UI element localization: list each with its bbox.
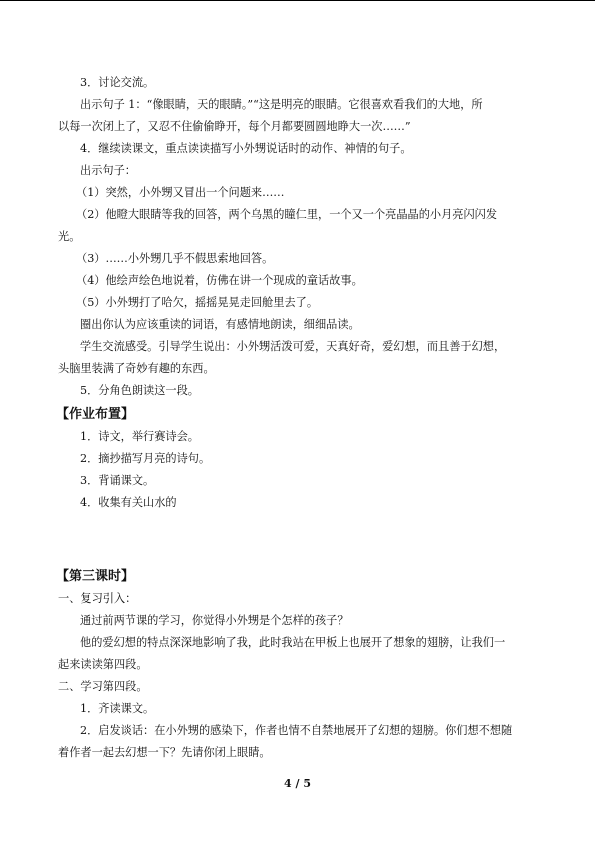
sentence-item: （2）他瞪大眼睛等我的回答，两个乌黑的瞳仁里，一个又一个亮晶晶的小月亮闪闪发 bbox=[76, 208, 498, 221]
text-line: 以每一次闭上了，又忍不住偷偷睁开，每个月都要圆圆地睁大一次……” bbox=[58, 120, 411, 133]
homework-item: 2．摘抄描写月亮的诗句。 bbox=[80, 452, 211, 465]
section-heading: 二、学习第四段。 bbox=[58, 680, 148, 693]
page-number: 4 / 5 bbox=[284, 777, 311, 790]
document-body bbox=[58, 72, 546, 764]
homework-heading: 【作业布置】 bbox=[56, 407, 135, 422]
sentence-item: （5）小外甥打了哈欠，摇摇晃晃走回舱里去了。 bbox=[76, 296, 319, 309]
sentence-item: （4）他绘声绘色地说着，仿佛在讲一个现成的童话故事。 bbox=[76, 274, 363, 287]
text-line: 通过前两节课的学习，你觉得小外甥是个怎样的孩子？ bbox=[80, 614, 349, 627]
homework-item: 3．背诵课文。 bbox=[80, 474, 155, 487]
page-top-rule bbox=[0, 0, 595, 1]
text-line: 他的爱幻想的特点深深地影响了我，此时我站在甲板上也展开了想象的翅膀，让我们一 bbox=[80, 636, 506, 649]
homework-item: 4．收集有关山水的 bbox=[80, 496, 177, 509]
sentence-item: （1）突然，小外甥又冒出一个问题来…… bbox=[76, 186, 285, 199]
homework-item: 1．诗文，举行赛诗会。 bbox=[80, 430, 199, 443]
text-line: 3．讨论交流。 bbox=[80, 76, 155, 89]
text-line: 2．启发谈话：在小外甥的感染下，作者也情不自禁地展开了幻想的翅膀。你们想不想随 bbox=[80, 724, 513, 737]
text-line: 头脑里装满了奇妙有趣的东西。 bbox=[58, 362, 215, 375]
text-line: 1．齐读课文。 bbox=[80, 702, 155, 715]
sentence-item: （3）……小外甥几乎不假思索地回答。 bbox=[76, 252, 274, 265]
lesson3-heading: 【第三课时】 bbox=[56, 569, 135, 584]
text-line: 光。 bbox=[58, 230, 81, 243]
text-line: 出示句子： bbox=[80, 164, 136, 177]
text-line: 起来读读第四段。 bbox=[58, 658, 148, 671]
text-line: 着作者一起去幻想一下？先请你闭上眼睛。 bbox=[58, 746, 271, 759]
section-gap bbox=[58, 514, 546, 564]
text-line: 5．分角色朗读这一段。 bbox=[80, 384, 199, 397]
text-line: 圈出你认为应该重读的词语，有感情地朗读，细细品读。 bbox=[80, 318, 360, 331]
text-line: 出示句子 1：“像眼睛，天的眼睛。”“这是明亮的眼睛。它很喜欢看我们的大地，所 bbox=[80, 98, 483, 111]
section-heading: 一、复习引入： bbox=[58, 592, 137, 605]
text-line: 4．继续读课文，重点读读描写小外甥说话时的动作、神情的句子。 bbox=[80, 142, 412, 155]
text-line: 学生交流感受。引导学生说出：小外甥活泼可爱，天真好奇，爱幻想，而且善于幻想， bbox=[80, 340, 506, 353]
